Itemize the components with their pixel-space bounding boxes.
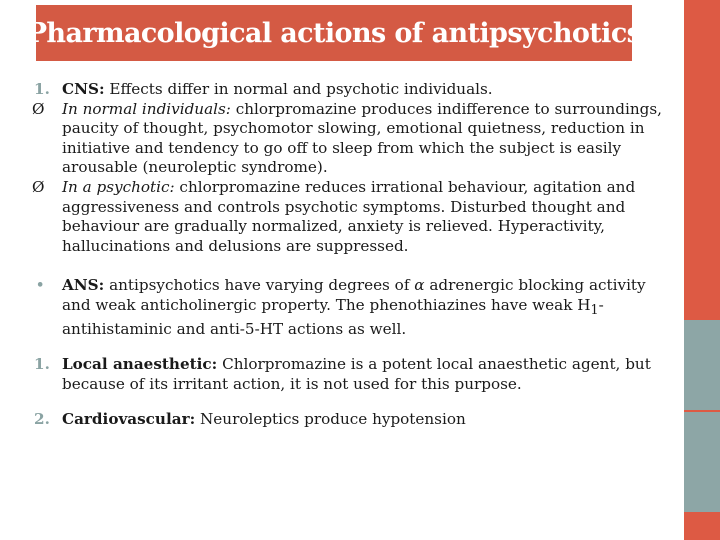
number-marker: 1. <box>34 80 50 98</box>
item-text: chlorpromazine produces indifference to surroundings, paucity of thought, psychomotor slowing, emotional quietness, reduction in initiative and tendency to go off to sleep from which the subject is easily arousable (neuroleptic syndrome). <box>62 99 663 177</box>
decorative-tile <box>684 320 720 410</box>
arrow-bullet-icon: Ø <box>32 177 45 196</box>
list-item-cardiovascular <box>32 410 676 430</box>
item-heading: Cardiovascular: <box>62 410 196 429</box>
item-heading: In a psychotic: <box>62 177 175 196</box>
list-item-local-anaesthetic <box>32 355 676 394</box>
item-text: Neuroleptics produce hypotension <box>195 410 466 429</box>
slide-body <box>32 80 676 430</box>
item-heading: In normal individuals: <box>62 99 231 118</box>
number-marker: 1. <box>34 355 50 374</box>
item-heading: CNS: <box>62 80 105 98</box>
list-item-normal <box>32 100 676 178</box>
alpha-symbol: α <box>414 276 425 295</box>
list-item-psychotic <box>32 178 676 256</box>
list-item-ans <box>32 276 676 339</box>
arrow-bullet-icon: Ø <box>32 99 45 118</box>
slide-title: Pharmacological actions of antipsychotics <box>26 17 642 49</box>
item-heading: Local anaesthetic: <box>62 355 218 374</box>
item-heading: ANS: <box>62 276 105 295</box>
title-band <box>26 5 642 61</box>
item-text: Chlorpromazine is a potent local anaesthetic agent, but because of its irritant action, it is not used for this purpose. <box>62 355 651 393</box>
list-item-cns <box>32 80 676 100</box>
item-text: chlorpromazine reduces irrational behaviour, agitation and aggressiveness and controls psychotic symptoms. Disturbed thought and behaviour are gradually normalized, anxiety is relieved. Hyperactivity, hallucinations and delusions are suppressed. <box>62 177 636 255</box>
item-text: -antihistaminic and anti-5-HT actions as well. <box>62 295 604 338</box>
item-text: antipsychotics have varying degrees of <box>104 276 415 295</box>
number-marker: 2. <box>34 410 50 429</box>
decorative-tile <box>684 412 720 512</box>
subscript: 1 <box>590 301 599 317</box>
bullet-dot-icon: • <box>36 278 45 294</box>
item-text: Effects differ in normal and psychotic individuals. <box>104 80 493 98</box>
item-text: adrenergic blocking activity and weak anticholinergic property. The phenothiazines have weak H <box>62 276 646 314</box>
